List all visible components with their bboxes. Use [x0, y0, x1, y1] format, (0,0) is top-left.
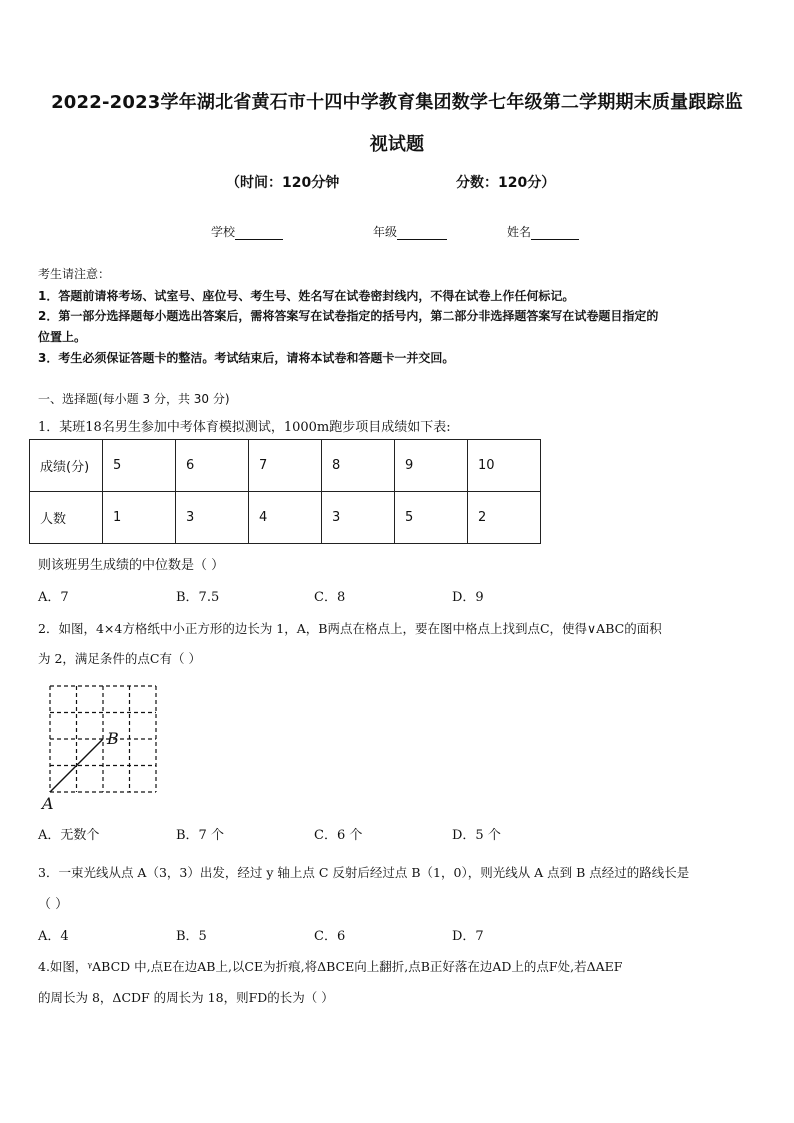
- q3-option-b: B．5: [176, 929, 207, 944]
- table-cell: 5: [103, 440, 176, 492]
- q2-option-c: C．6 个: [314, 828, 363, 843]
- notice-item-3: 3．考生必须保证答题卡的整洁。考试结束后，请将本试卷和答题卡一并交回。: [38, 351, 455, 365]
- q3-option-c: C．6: [314, 929, 346, 944]
- table-cell: 7: [249, 440, 322, 492]
- q2-option-a: A．无数个: [38, 828, 100, 843]
- table-cell: 2: [468, 492, 541, 544]
- q1-score-table: [29, 439, 541, 544]
- q2-option-b: B．7 个: [176, 828, 224, 843]
- school-label: 学校: [211, 225, 236, 239]
- table-row: [30, 440, 541, 492]
- grade-field: [373, 223, 447, 240]
- exam-score: 分数：120分）: [456, 175, 556, 191]
- q1-stem: 1．某班18名男生参加中考体育模拟测试，1000m跑步项目成绩如下表:: [38, 420, 451, 435]
- table-cell: 人数: [30, 492, 103, 544]
- q1-question: 则该班男生成绩的中位数是（ ）: [38, 558, 225, 573]
- q3-option-a: A．4: [38, 929, 69, 944]
- section-heading: 一、选择题(每小题 3 分，共 30 分): [38, 392, 230, 406]
- name-label: 姓名: [507, 225, 532, 239]
- q3-stem-line-2: （ ）: [38, 897, 69, 912]
- q2-stem-line-2: 为 2，满足条件的点C有（ ）: [38, 651, 201, 666]
- q3-option-d: D．7: [452, 929, 484, 944]
- q4-stem-line-1: 4.如图，ᵞABCD 中,点E在边AB上,以CE为折痕,将ΔBCE向上翻折,点B正好落在边AD上的点F处,若ΔAEF: [38, 959, 623, 974]
- point-a-label: A: [42, 794, 54, 813]
- q3-stem-line-1: 3．一束光线从点 A（3，3）出发，经过 y 轴上点 C 反射后经过点 B（1，0），则光线从 A 点到 B 点经过的路线长是: [38, 865, 690, 880]
- page-title-line-1: 2022-2023学年湖北省黄石市十四中学教育集团数学七年级第二学期期末质量跟踪监: [51, 92, 743, 113]
- point-b-label: B: [107, 729, 119, 748]
- table-cell: 8: [322, 440, 395, 492]
- q1-option-c: C．8: [314, 590, 346, 605]
- notice-heading: 考生请注意：: [38, 267, 111, 281]
- name-blank: [531, 227, 579, 240]
- q1-option-b: B．7.5: [176, 590, 220, 605]
- table-cell: 3: [322, 492, 395, 544]
- table-row: [30, 492, 541, 544]
- table-cell: 4: [249, 492, 322, 544]
- q2-stem-line-1: 2．如图，4×4方格纸中小正方形的边长为 1，A，B两点在格点上，要在图中格点上找到点C，使得∨ABC的面积: [38, 621, 662, 636]
- q2-grid-figure: [38, 678, 168, 814]
- table-cell: 3: [176, 492, 249, 544]
- notice-item-2: 2．第一部分选择题每小题选出答案后，需将答案写在试卷指定的括号内，第二部分非选择题答案写在试卷题目指定的: [38, 309, 659, 323]
- table-cell: 9: [395, 440, 468, 492]
- notice-item-1: 1．答题前请将考场、试室号、座位号、考生号、姓名写在试卷密封线内，不得在试卷上作任何标记。: [38, 289, 575, 303]
- table-cell: 6: [176, 440, 249, 492]
- q1-option-d: D．9: [452, 590, 484, 605]
- grade-blank: [397, 227, 447, 240]
- exam-time: （时间：120分钟: [226, 175, 340, 191]
- school-blank: [235, 227, 283, 240]
- name-field: [507, 223, 579, 240]
- table-cell: 5: [395, 492, 468, 544]
- notice-item-2-cont: 位置上。: [38, 330, 87, 344]
- school-field: [211, 223, 283, 240]
- q2-option-d: D．5 个: [452, 828, 501, 843]
- table-cell: 1: [103, 492, 176, 544]
- table-cell: 10: [468, 440, 541, 492]
- q4-stem-line-2: 的周长为 8，ΔCDF 的周长为 18，则FD的长为（ ）: [38, 990, 334, 1005]
- q1-option-a: A．7: [38, 590, 69, 605]
- page-title-line-2: 视试题: [369, 134, 425, 155]
- table-cell: 成绩(分): [30, 440, 103, 492]
- grade-label: 年级: [373, 225, 398, 239]
